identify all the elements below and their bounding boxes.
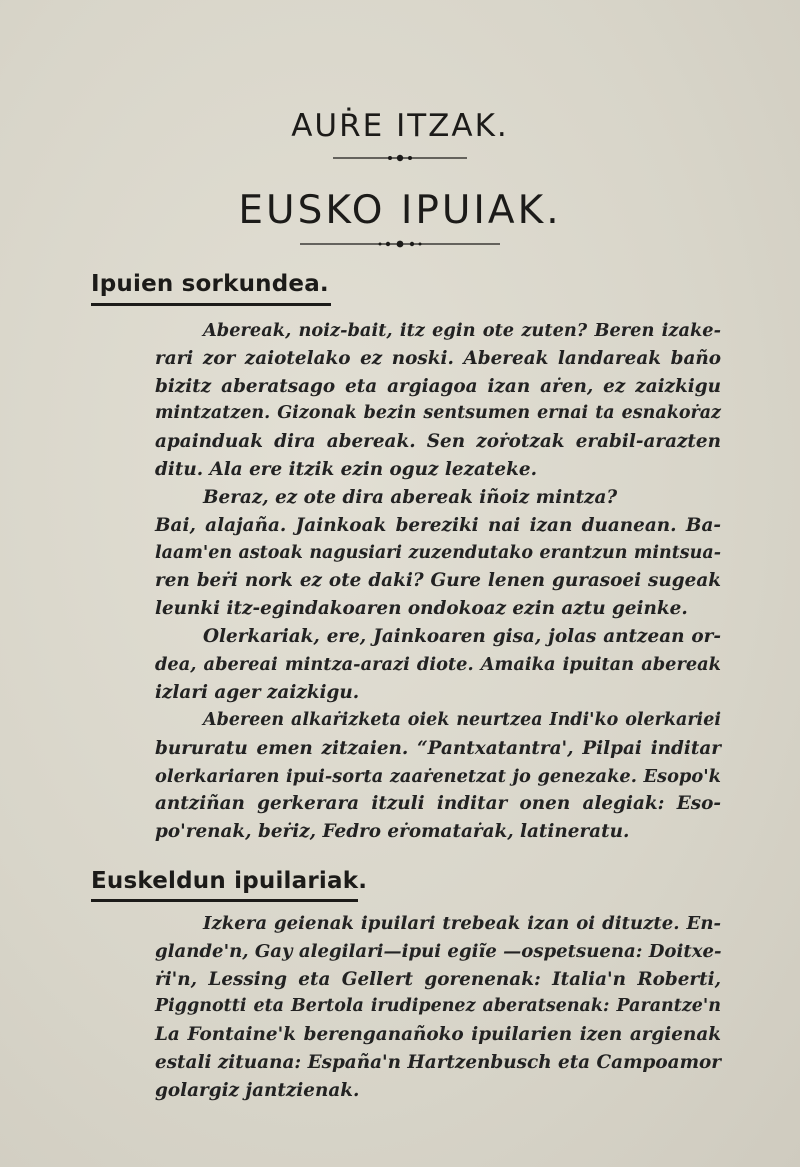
section-underline [91, 899, 358, 902]
running-title: AUṘE ITZAK. [291, 108, 509, 144]
ornament-divider-2 [0, 236, 800, 255]
section-2-paragraph-1: Izkera geienak ipuilari trebeak izan oi dituzte. En- glande'n, Gay alegilari—ipui egiĩe —ospetsuena: Doitxe- ṙi'n, Lessing eta Gellert gorenenak: Italia'n Roberti, Piggnotti eta Bertola irudipenez aberatsenak: Parantze'n La Fontaine'k berenganañoko ipuilarien izen argienak estali zituana: España'n Hartzenbusch eta Campoamor golargiz jantzienak. [155, 913, 722, 1101]
section-1-paragraph-1: Abereak, noiz-bait, itz egin ote zuten? Beren izake- rari zor zaiotelako ez noski. Abereak landareak baño bizitz aberatsago eta argiagoa izan aṙen, ez zaizkigu mintzatzen. Gizonak bezin sentsumen ernai ta esnakoṙaz apainduak dira abereak. Sen zoṙotzak erabil-arazten ditu. Ala ere itzik ezin oguz lezateke. [155, 320, 721, 480]
ornament-divider-1 [0, 150, 800, 169]
section-underline [91, 303, 331, 306]
section-title-ipuien-sorkundea: Ipuien sorkundea. [91, 271, 329, 297]
section-1-paragraph-4: Abereen alkaṙizketa oiek neurtzea Indi'ko olerkariei bururatu emen zitzaien. “Pantxatantra', Pilpai inditar olerkariaren ipui-sorta zaaṙenetzat jo genezake. Esopo'k antziñan gerkerara itzuli inditar onen alegiak: Eso- po'renak, beṙiz, Fedro eṙomataṙak, latineratu. [155, 710, 721, 843]
section-title-euskeldun-ipuilariak: Euskeldun ipuilariak. [91, 868, 368, 894]
section-1-paragraph-3: Olerkariak, ere, Jainkoaren gisa, jolas antzean or- dea, abereai mintza-arazi diote. Amaika ipuitan abereak izlari ager zaizkigu. [155, 626, 721, 703]
section-1-paragraph-2: Beraz, ez ote dira abereak iñoiz mintza? Bai, alajaña. Jainkoak bereziki nai izan duanean. Ba- laam'en astoak nagusiari zuzendutako erantzun mintsua- ren beṙi nork ez ote daki? Gure lenen gurasoei sugeak leunki itz-egindakoaren ondokoaz ezin aztu geinke. [155, 487, 721, 620]
book-title: EUSKO IPUIAK. [238, 188, 562, 233]
